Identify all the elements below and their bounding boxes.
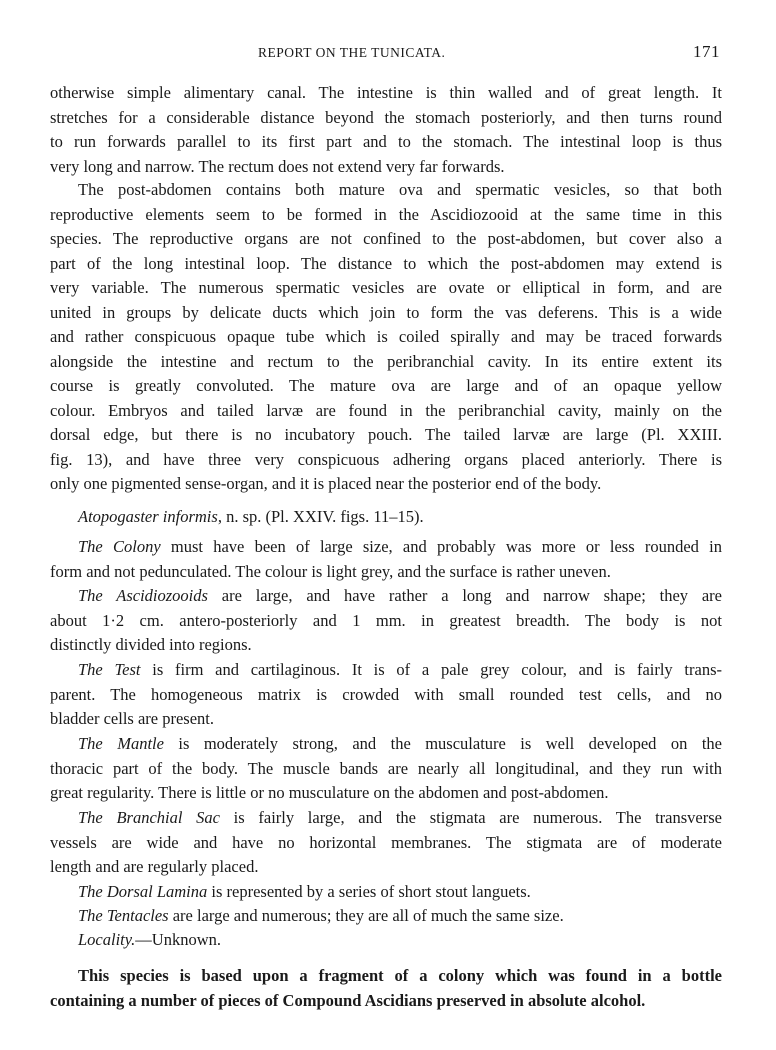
line-text: is firm and cartilaginous. It is of a pale grey colour, and is fairly trans- xyxy=(140,660,723,679)
line-text: This species is based upon a fragment of a colony which was found in a bottle xyxy=(78,966,722,985)
text-line xyxy=(50,155,722,179)
text-line xyxy=(50,781,722,805)
running-head: REPORT ON THE TUNICATA. xyxy=(258,45,446,60)
line-text: very long and narrow. The rectum does not extend very far forwards. xyxy=(50,156,505,176)
line-text: about 1·2 cm. antero-posteriorly and 1 mm. in greatest breadth. The body is not xyxy=(50,610,722,630)
italic-heading: The Dorsal Lamina xyxy=(78,882,208,901)
text-line xyxy=(50,399,722,423)
text-line xyxy=(50,989,722,1013)
text-line xyxy=(50,252,722,276)
text-line xyxy=(78,964,722,988)
line-text: fig. 13), and have three very conspicuous adhering organs placed anteriorly. There is xyxy=(50,449,722,469)
line-text: colour. Embryos and tailed larvæ are found in the peribranchial cavity, mainly on the xyxy=(50,400,722,420)
text-line xyxy=(78,505,722,529)
italic-heading: The Test xyxy=(78,660,141,679)
text-line xyxy=(50,227,722,251)
text-line xyxy=(50,633,722,657)
text-line xyxy=(50,106,722,130)
text-line xyxy=(78,178,722,202)
line-text: alongside the intestine and rectum to the peribranchial cavity. In its entire extent its xyxy=(50,351,722,371)
italic-heading: The Branchial Sac xyxy=(78,808,220,827)
italic-heading: Atopogaster informis xyxy=(78,507,218,526)
line-text: united in groups by delicate ducts which join to form the vas deferens. This is a wide xyxy=(50,302,722,322)
text-line xyxy=(50,276,722,300)
line-text: is moderately strong, and the musculature is well developed on the xyxy=(163,734,722,753)
line-text: and rather conspicuous opaque tube which is coiled spirally and may be traced forwards xyxy=(50,327,722,346)
line-text: course is greatly convoluted. The mature ova are large and of an opaque yellow xyxy=(50,376,722,395)
text-line xyxy=(50,757,722,781)
line-text: is fairly large, and the stigmata are numerous. The transverse xyxy=(219,808,722,827)
text-line xyxy=(50,203,722,227)
line-text: very variable. The numerous spermatic vesicles are ovate or elliptical in form, and are xyxy=(50,278,722,297)
text-line xyxy=(50,831,722,855)
text-line xyxy=(50,560,722,584)
text-line xyxy=(50,423,722,447)
text-line xyxy=(78,904,722,928)
line-text: containing a number of pieces of Compound Ascidians preserved in absolute alcohol. xyxy=(50,990,646,1010)
text-line xyxy=(78,732,722,756)
text-line xyxy=(50,707,722,731)
italic-heading: The Tentacles xyxy=(78,906,169,925)
line-text: vessels are wide and have no horizontal membranes. The stigmata are of moderate xyxy=(50,832,722,852)
italic-heading: The Colony xyxy=(78,537,161,556)
line-text: reproductive elements seem to be formed in the Ascidiozooid at the same time in this xyxy=(50,204,722,224)
line-text: to run forwards parallel to its first part and to the stomach. The intestinal loop is thus xyxy=(50,132,722,151)
line-text: form and not pedunculated. The colour is light grey, and the surface is rather uneven. xyxy=(50,561,611,581)
text-line xyxy=(50,301,722,325)
text-line xyxy=(78,928,722,952)
line-text: only one pigmented sense-organ, and it is placed near the posterior end of the body. xyxy=(50,474,602,493)
italic-heading: The Ascidiozooids xyxy=(78,586,208,605)
text-line xyxy=(78,584,722,608)
text-line xyxy=(78,806,722,830)
line-text: are large, and have rather a long and narrow shape; they are xyxy=(207,586,722,605)
text-line xyxy=(78,535,722,559)
text-line xyxy=(50,81,722,105)
line-text: —Unknown. xyxy=(135,930,222,949)
line-text: species. The reproductive organs are not confined to the post-abdomen, but cover also a xyxy=(50,229,722,248)
line-text: part of the long intestinal loop. The distance to which the post-abdomen may extend is xyxy=(50,253,722,273)
line-text: are large and numerous; they are all of much the same size. xyxy=(168,906,564,925)
line-text: parent. The homogeneous matrix is crowded with small rounded test cells, and no xyxy=(50,684,722,704)
line-text: length and are regularly placed. xyxy=(50,857,259,876)
line-text: , n. sp. (Pl. XXIV. figs. 11–15). xyxy=(217,507,424,526)
text-line xyxy=(50,609,722,633)
page-number: 171 xyxy=(693,42,720,61)
text-line xyxy=(50,374,722,398)
text-line xyxy=(50,448,722,472)
italic-heading: Locality. xyxy=(78,930,136,949)
line-text: thoracic part of the body. The muscle bands are nearly all longitudinal, and they run with xyxy=(50,758,722,778)
line-text: bladder cells are present. xyxy=(50,709,215,728)
line-text: is represented by a series of short stout languets. xyxy=(207,882,531,901)
italic-heading: The Mantle xyxy=(78,734,164,753)
text-line xyxy=(50,130,722,154)
line-text: stretches for a considerable distance beyond the stomach posteriorly, and then turns round xyxy=(50,107,722,127)
text-line xyxy=(50,350,722,374)
text-line xyxy=(50,325,722,349)
text-line xyxy=(50,683,722,707)
line-text: great regularity. There is little or no musculature on the abdomen and post-abdomen. xyxy=(50,783,609,802)
text-line xyxy=(50,855,722,879)
line-text: The post-abdomen contains both mature ova and spermatic vesicles, so that both xyxy=(78,180,722,199)
text-line xyxy=(50,472,722,496)
line-text: dorsal edge, but there is no incubatory pouch. The tailed larvæ are large (Pl. XXIII. xyxy=(50,425,722,444)
line-text: distinctly divided into regions. xyxy=(50,635,252,654)
line-text: must have been of large size, and probably was more or less rounded in xyxy=(160,537,722,556)
line-text: otherwise simple alimentary canal. The intestine is thin walled and of great length. It xyxy=(50,83,722,102)
text-line xyxy=(78,658,722,682)
text-line xyxy=(78,880,722,904)
